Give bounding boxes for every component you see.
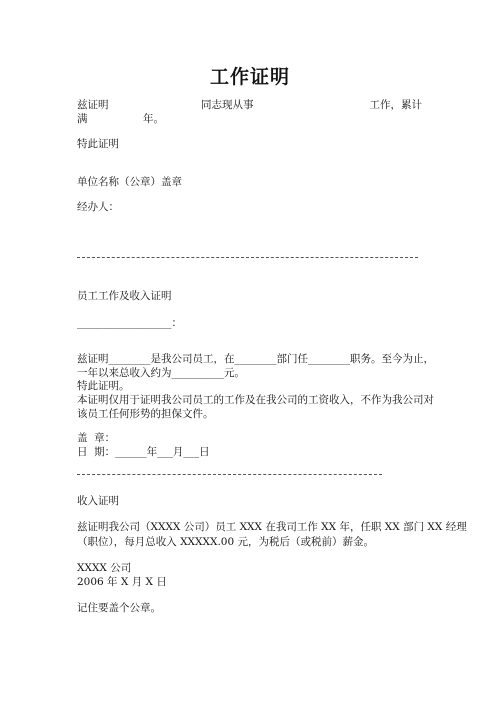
section-divider-1 [77,257,418,258]
cert1-p1-b: 同志现从事 [201,99,254,111]
cert2-closing: 特此证明。 [77,380,130,392]
cert2-body-line2: 一年以来总收入约为__________元。 [77,367,245,379]
cert1-p1-d: 满 [77,113,88,125]
cert1-p1-c: 工作，累计 [369,99,422,111]
cert2-heading: 员工工作及收入证明 [77,290,172,302]
cert3-body-line1: 兹证明我公司（XXXX 公司）员工 XXX 在我司工作 XX 年，任职 XX 部门 XX 经理 [77,521,467,533]
cert2-seal: 盖 章： [77,432,116,444]
cert1-handler: 经办人： [77,201,119,213]
cert3-company: XXXX 公司 [77,562,132,574]
section-divider-2 [77,474,382,475]
cert2-body-line1: 兹证明________是我公司员工，在________部门任________职务。至今为止， [77,353,434,365]
cert3-heading: 收入证明 [77,495,119,507]
cert3-body-line2: （职位），每月总收入 XXXXX.00 元，为税后（或税前）薪金。 [77,536,374,548]
document-title: 工作证明 [209,66,290,88]
cert2-date: 日 期：______年___月___日 [77,446,210,458]
cert1-p1-e: 年。 [143,113,164,125]
cert3-date: 2006 年 X 月 X 日 [77,576,167,588]
cert1-p1-a: 兹证明 [77,99,109,111]
cert1-unit-seal: 单位名称（公章）盖章 [77,176,182,188]
cert2-note-line1: 本证明仅用于证明我公司员工的工作及在我公司的工资收入，不作为我公司对 [77,394,434,406]
cert2-addressee: __________________： [77,317,182,329]
cert1-closing: 特此证明 [77,138,119,150]
cert3-reminder: 记住要盖个公章。 [77,602,161,614]
cert2-note-line2: 该员工任何形势的担保文件。 [77,408,214,420]
